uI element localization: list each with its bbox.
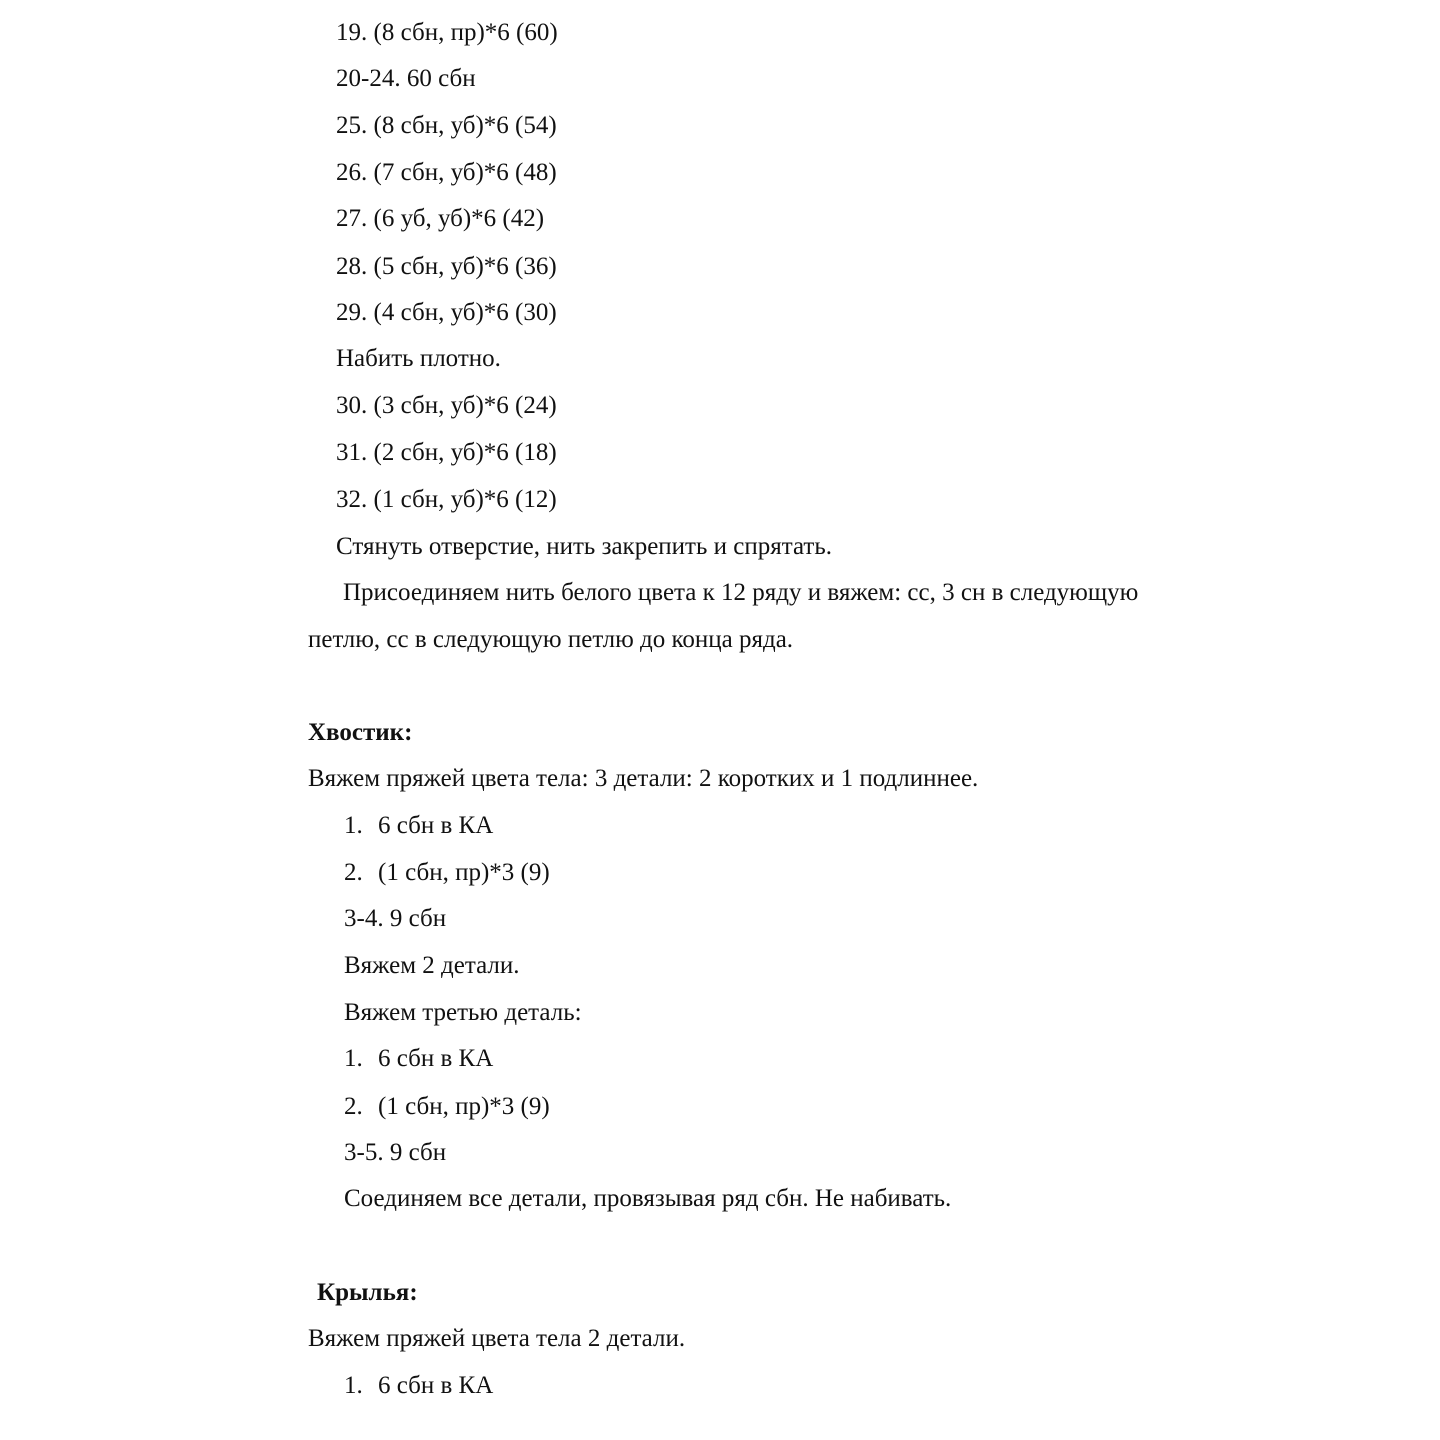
tail-note-join: Соединяем все детали, провязывая ряд сбн. Не набивать. (344, 1185, 952, 1212)
tail-step-5 (344, 1092, 550, 1122)
note-stuff-tightly: Набить плотно. (336, 345, 501, 372)
tail-step-4-number: 1. (344, 1045, 363, 1072)
row-28: 28. (5 сбн, уб)*6 (36) (336, 253, 557, 280)
tail-step-4-text: 6 сбн в КА (378, 1045, 494, 1072)
tail-step-4 (344, 1044, 493, 1074)
note-close-opening: Стянуть отверстие, нить закрепить и спрятать. (336, 533, 832, 560)
tail-step-3-4: 3-4. 9 сбн (344, 905, 447, 932)
tail-step-5-number: 2. (344, 1093, 363, 1120)
row-29: 29. (4 сбн, уб)*6 (30) (336, 299, 557, 326)
tail-step-2-text: (1 сбн, пр)*3 (9) (378, 859, 550, 886)
paragraph-join-line-1: Присоединяем нить белого цвета к 12 ряду и вяжем: сс, 3 сн в следующую (343, 579, 1139, 606)
tail-step-5-text: (1 сбн, пр)*3 (9) (378, 1093, 550, 1120)
wings-step-1-number: 1. (344, 1372, 363, 1399)
wings-heading: Крылья: (317, 1279, 418, 1306)
tail-step-1 (344, 811, 493, 841)
wings-step-1 (344, 1371, 493, 1401)
row-30: 30. (3 сбн, уб)*6 (24) (336, 392, 557, 419)
tail-heading: Хвостик: (308, 719, 413, 746)
row-27: 27. (6 уб, уб)*6 (42) (336, 205, 545, 232)
tail-step-2-number: 2. (344, 859, 363, 886)
row-20-24: 20-24. 60 сбн (336, 65, 476, 92)
row-19: 19. (8 сбн, пр)*6 (60) (336, 19, 558, 46)
row-32: 32. (1 сбн, уб)*6 (12) (336, 486, 557, 513)
tail-step-3-5: 3-5. 9 сбн (344, 1139, 447, 1166)
tail-step-1-number: 1. (344, 812, 363, 839)
wings-intro: Вяжем пряжей цвета тела 2 детали. (308, 1325, 686, 1352)
tail-note-two-parts: Вяжем 2 детали. (344, 952, 520, 979)
tail-intro: Вяжем пряжей цвета тела: 3 детали: 2 коротких и 1 подлиннее. (308, 765, 979, 792)
row-26: 26. (7 сбн, уб)*6 (48) (336, 159, 557, 186)
tail-step-1-text: 6 сбн в КА (378, 812, 494, 839)
paragraph-join-line-2: петлю, сс в следующую петлю до конца ряда. (308, 626, 794, 653)
row-31: 31. (2 сбн, уб)*6 (18) (336, 439, 557, 466)
tail-step-2 (344, 858, 550, 888)
wings-step-1-text: 6 сбн в КА (378, 1372, 494, 1399)
row-25: 25. (8 сбн, уб)*6 (54) (336, 112, 557, 139)
tail-note-third-part: Вяжем третью деталь: (344, 999, 582, 1026)
